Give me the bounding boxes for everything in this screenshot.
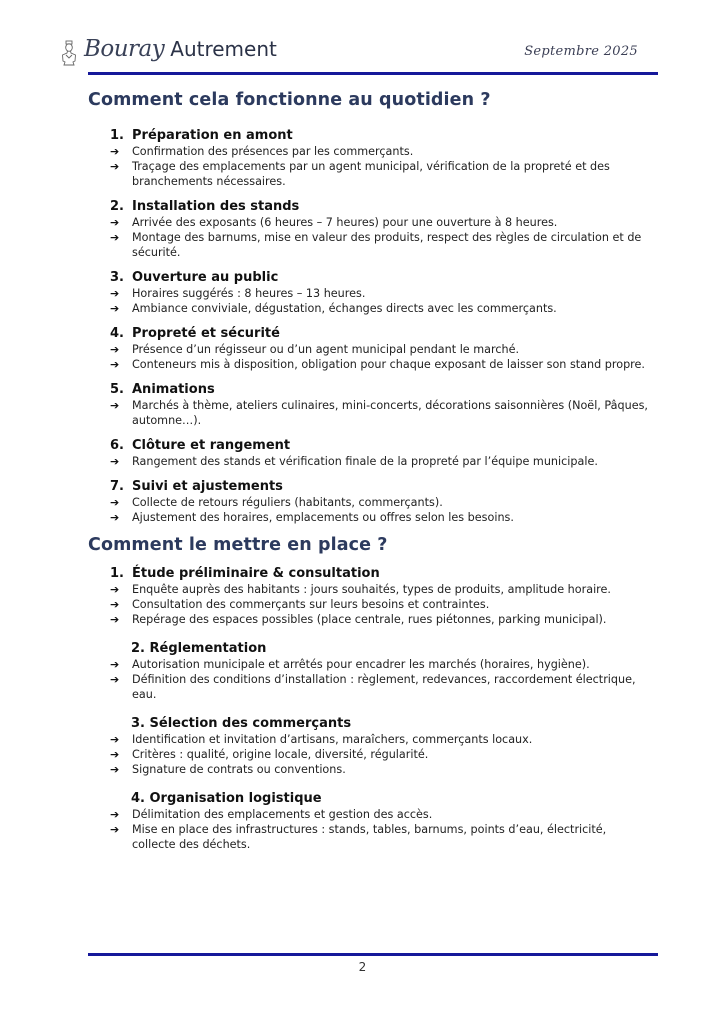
- item-number: 7.: [110, 479, 124, 494]
- bullet-text: Autorisation municipale et arrêtés pour encadrer les marchés (horaires, hygiène).: [132, 658, 590, 671]
- page-number: 2: [358, 960, 367, 974]
- bullet-item: [110, 510, 648, 525]
- bullet-text: Ajustement des horaires, emplacements ou offres selon les besoins.: [132, 511, 514, 524]
- bullet-list: [88, 732, 648, 777]
- item-title: [88, 127, 648, 144]
- item-title-text: Suivi et ajustements: [132, 479, 283, 494]
- list-item: [88, 565, 648, 627]
- bullet-list: [88, 144, 648, 189]
- bullet-item: [110, 215, 648, 230]
- item-title: [88, 715, 648, 732]
- item-title-text: Préparation en amont: [132, 128, 293, 143]
- bullet-text: Enquête auprès des habitants : jours souhaités, types de produits, amplitude horaire.: [132, 583, 611, 596]
- item-title: [88, 790, 648, 807]
- item-title: [88, 269, 648, 286]
- arrow-right-icon: ➔: [110, 145, 120, 158]
- footer-rule: [88, 953, 658, 956]
- bullet-item: [110, 286, 648, 301]
- bullet-list: [88, 215, 648, 260]
- section-heading-setup: Comment le mettre en place ?: [88, 535, 388, 555]
- bullet-text: Identification et invitation d’artisans, maraîchers, commerçants locaux.: [132, 733, 533, 746]
- bullet-text: Présence d’un régisseur ou d’un agent municipal pendant le marché.: [132, 343, 520, 356]
- bullet-item: [110, 301, 648, 316]
- header-date: Septembre 2025: [524, 44, 638, 59]
- arrow-right-icon: ➔: [110, 160, 120, 173]
- arrow-right-icon: ➔: [110, 216, 120, 229]
- bullet-text: Définition des conditions d’installation : règlement, redevances, raccordement électrique, eau.: [132, 673, 636, 701]
- bullet-list: [88, 398, 648, 428]
- bullet-item: [110, 747, 648, 762]
- item-title-text: Ouverture au public: [132, 270, 279, 285]
- bullet-list: [88, 342, 648, 372]
- item-title-text: 4. Organisation logistique: [131, 791, 322, 806]
- item-title: [88, 640, 648, 657]
- bullet-text: Signature de contrats ou conventions.: [132, 763, 346, 776]
- item-title-text: Clôture et rangement: [132, 438, 291, 453]
- list-item: [88, 478, 648, 525]
- item-title: [88, 437, 648, 454]
- bullet-item: [110, 822, 648, 852]
- bullet-text: Montage des barnums, mise en valeur des produits, respect des règles de circulation et de sécurité.: [132, 231, 642, 259]
- arrow-right-icon: ➔: [110, 613, 120, 626]
- item-number: 4.: [110, 326, 124, 341]
- arrow-right-icon: ➔: [110, 287, 120, 300]
- section-setup-list: [88, 565, 648, 852]
- list-item: [88, 127, 648, 189]
- bullet-item: [110, 144, 648, 159]
- bullet-text: Traçage des emplacements par un agent municipal, vérification de la propreté et des branchements nécessaires.: [132, 160, 610, 188]
- bullet-item: [110, 807, 648, 822]
- section-daily-list: [88, 127, 648, 525]
- bullet-item: [110, 454, 648, 469]
- header-rule: [88, 72, 658, 75]
- arrow-right-icon: ➔: [110, 358, 120, 371]
- bullet-item: [110, 342, 648, 357]
- bullet-item: [110, 230, 648, 260]
- item-title: [88, 325, 648, 342]
- bullet-text: Horaires suggérés : 8 heures – 13 heures.: [132, 287, 366, 300]
- bullet-text: Mise en place des infrastructures : stands, tables, barnums, points d’eau, électricité, collecte des déchets.: [132, 823, 607, 851]
- bullet-list: [88, 454, 648, 469]
- bullet-text: Marchés à thème, ateliers culinaires, mini-concerts, décorations saisonnières (Noël, Pâques, automne…).: [132, 399, 648, 427]
- bullet-item: [110, 612, 648, 627]
- arrow-right-icon: ➔: [110, 808, 120, 821]
- arrow-right-icon: ➔: [110, 399, 120, 412]
- arrow-right-icon: ➔: [110, 823, 120, 836]
- arrow-right-icon: ➔: [110, 763, 120, 776]
- item-title-text: 2. Réglementation: [131, 641, 267, 656]
- bullet-list: [88, 657, 648, 702]
- bullet-text: Ambiance conviviale, dégustation, échanges directs avec les commerçants.: [132, 302, 557, 315]
- list-item: [88, 790, 648, 852]
- bullet-item: [110, 672, 648, 702]
- item-title: [88, 565, 648, 582]
- list-item: [88, 437, 648, 469]
- item-title-text: Installation des stands: [132, 199, 300, 214]
- page-content: [88, 86, 648, 852]
- item-title: [88, 198, 648, 215]
- bullet-item: [110, 597, 648, 612]
- item-number: 5.: [110, 382, 124, 397]
- bullet-item: [110, 159, 648, 189]
- bullet-item: [110, 762, 648, 777]
- item-number: 1.: [110, 566, 124, 581]
- bullet-item: [110, 357, 648, 372]
- bullet-list: [88, 582, 648, 627]
- list-item: [88, 269, 648, 316]
- list-item: [88, 325, 648, 372]
- bullet-text: Repérage des espaces possibles (place centrale, rues piétonnes, parking municipal).: [132, 613, 607, 626]
- bullet-item: [110, 582, 648, 597]
- item-number: 3.: [110, 270, 124, 285]
- bullet-text: Confirmation des présences par les commerçants.: [132, 145, 414, 158]
- arrow-right-icon: ➔: [110, 598, 120, 611]
- bullet-item: [110, 732, 648, 747]
- item-title-text: Propreté et sécurité: [132, 326, 280, 341]
- bullet-item: [110, 657, 648, 672]
- bullet-list: [88, 286, 648, 316]
- list-item: [88, 715, 648, 777]
- item-number: 2.: [110, 199, 124, 214]
- brand-name: Autrement: [170, 37, 277, 61]
- bullet-text: Délimitation des emplacements et gestion des accès.: [132, 808, 433, 821]
- page-header: [0, 0, 725, 80]
- list-item: [88, 198, 648, 260]
- list-item: [88, 640, 648, 702]
- arrow-right-icon: ➔: [110, 496, 120, 509]
- bust-logo-icon: [60, 40, 78, 66]
- bullet-item: [110, 398, 648, 428]
- list-item: [88, 381, 648, 428]
- item-title-text: Étude préliminaire & consultation: [132, 566, 380, 581]
- arrow-right-icon: ➔: [110, 658, 120, 671]
- bullet-text: Consultation des commerçants sur leurs besoins et contraintes.: [132, 598, 490, 611]
- arrow-right-icon: ➔: [110, 733, 120, 746]
- arrow-right-icon: ➔: [110, 455, 120, 468]
- bullet-text: Collecte de retours réguliers (habitants, commerçants).: [132, 496, 443, 509]
- brand-script: Bouray: [84, 36, 165, 62]
- section-heading-daily: Comment cela fonctionne au quotidien ?: [88, 90, 491, 110]
- arrow-right-icon: ➔: [110, 511, 120, 524]
- brand-logo: [84, 36, 277, 62]
- bullet-list: [88, 495, 648, 525]
- item-number: 1.: [110, 128, 124, 143]
- item-title: [88, 381, 648, 398]
- item-title-text: 3. Sélection des commerçants: [131, 716, 352, 731]
- item-number: 6.: [110, 438, 124, 453]
- arrow-right-icon: ➔: [110, 583, 120, 596]
- arrow-right-icon: ➔: [110, 748, 120, 761]
- bullet-text: Arrivée des exposants (6 heures – 7 heures) pour une ouverture à 8 heures.: [132, 216, 558, 229]
- bullet-text: Rangement des stands et vérification finale de la propreté par l’équipe municipale.: [132, 455, 598, 468]
- item-title: [88, 478, 648, 495]
- bullet-text: Critères : qualité, origine locale, diversité, régularité.: [132, 748, 429, 761]
- bullet-text: Conteneurs mis à disposition, obligation pour chaque exposant de laisser son stand propre.: [132, 358, 645, 371]
- arrow-right-icon: ➔: [110, 673, 120, 686]
- bullet-item: [110, 495, 648, 510]
- arrow-right-icon: ➔: [110, 343, 120, 356]
- arrow-right-icon: ➔: [110, 231, 120, 244]
- bullet-list: [88, 807, 648, 852]
- item-title-text: Animations: [132, 382, 215, 397]
- arrow-right-icon: ➔: [110, 302, 120, 315]
